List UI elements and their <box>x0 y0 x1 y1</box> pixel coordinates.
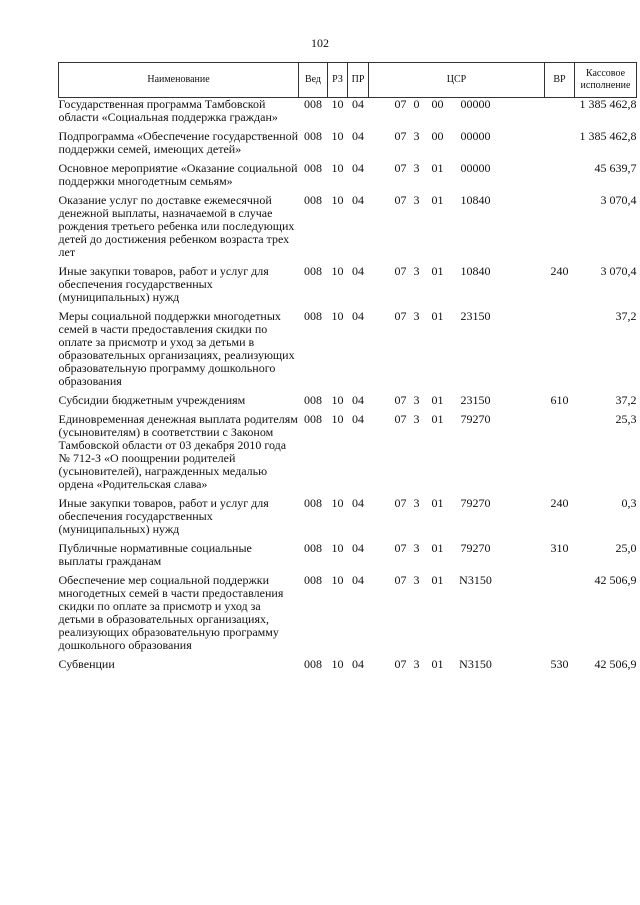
row-sum: 45 639,7 <box>594 161 637 175</box>
row-csr-program: 07 <box>394 541 407 555</box>
row-csr-direction: 79270 <box>460 541 491 555</box>
row-ved: 008 <box>304 193 322 207</box>
row-name: Субсидии бюджетным учреждениям <box>58 393 246 407</box>
row-sum: 42 506,9 <box>594 573 637 587</box>
table-body <box>59 98 637 672</box>
row-csr-subprogram: 3 <box>413 193 420 207</box>
row-name: Иные закупки товаров, работ и услуг для обеспечения государственных (муниципальных) нужд <box>58 496 269 536</box>
row-csr <box>369 574 545 652</box>
row-csr-subprogram: 3 <box>413 573 420 587</box>
row-rz: 10 <box>331 657 344 671</box>
header-ved: Вед <box>299 63 328 98</box>
header-sum: Кассовое исполнение <box>575 63 637 98</box>
row-csr-event: 01 <box>431 309 444 323</box>
row-vr <box>545 130 575 156</box>
row-rz: 10 <box>331 412 344 426</box>
table-row <box>59 130 637 156</box>
row-ved: 008 <box>304 393 322 407</box>
row-pr: 04 <box>352 657 364 671</box>
row-rz: 10 <box>331 193 344 207</box>
table-row <box>59 542 637 568</box>
row-csr-direction: 10840 <box>460 264 491 278</box>
row-vr: 530 <box>550 657 569 671</box>
row-csr-direction: N3150 <box>459 657 492 671</box>
header-name: Наименование <box>59 63 299 98</box>
header-csr: ЦСР <box>369 63 545 98</box>
row-ved: 008 <box>304 496 322 510</box>
row-csr-direction: 79270 <box>460 496 491 510</box>
row-sum: 0,3 <box>621 496 637 510</box>
row-csr-program: 07 <box>394 393 407 407</box>
row-sum: 1 385 462,8 <box>579 129 637 143</box>
table-row <box>59 574 637 652</box>
header-rz: РЗ <box>328 63 348 98</box>
row-sum: 37,2 <box>615 393 637 407</box>
row-csr-direction: 10840 <box>460 193 491 207</box>
row-pr: 04 <box>352 412 364 426</box>
row-csr-direction: 00000 <box>460 97 491 111</box>
page-number: 102 <box>311 36 329 50</box>
row-csr-event: 01 <box>431 573 444 587</box>
row-sum: 37,2 <box>615 309 637 323</box>
row-name: Субвенции <box>58 657 115 671</box>
row-csr-program: 07 <box>394 309 407 323</box>
table-header <box>59 63 637 98</box>
row-name: Оказание услуг по доставке ежемесячной денежной выплаты, назначаемой в случае рождения третьего ребенка или последующих детей до достижения ребенком возраста трех лет <box>58 193 295 259</box>
row-vr <box>545 162 575 188</box>
row-pr: 04 <box>352 264 364 278</box>
row-csr-direction: 23150 <box>460 309 491 323</box>
table-row <box>59 310 637 388</box>
table-row <box>59 194 637 259</box>
table-row <box>59 497 637 536</box>
row-csr <box>369 413 545 491</box>
row-rz: 10 <box>331 97 344 111</box>
row-vr <box>545 194 575 259</box>
row-csr-direction: 23150 <box>460 393 491 407</box>
row-pr: 04 <box>352 129 364 143</box>
row-ved: 008 <box>304 309 322 323</box>
row-csr-subprogram: 3 <box>413 657 420 671</box>
table-row <box>59 413 637 491</box>
table-row <box>59 98 637 125</box>
row-ved: 008 <box>304 657 322 671</box>
row-csr-program: 07 <box>394 496 407 510</box>
row-rz: 10 <box>331 541 344 555</box>
row-rz: 10 <box>331 309 344 323</box>
row-csr-event: 01 <box>431 264 444 278</box>
row-sum: 3 070,4 <box>600 193 637 207</box>
row-csr-subprogram: 3 <box>413 496 420 510</box>
row-csr <box>369 658 545 671</box>
row-csr-event: 01 <box>431 541 444 555</box>
table-row <box>59 394 637 407</box>
row-pr: 04 <box>352 573 364 587</box>
row-name: Меры социальной поддержки многодетных семей в части предоставления скидки по оплате за присмотр и уход за детьми в образовательных организациях, реализующих образовательную программу дошкольного образования <box>58 309 295 388</box>
row-csr-event: 01 <box>431 657 444 671</box>
row-csr-event: 00 <box>431 129 444 143</box>
row-pr: 04 <box>352 393 364 407</box>
row-name: Основное мероприятие «Оказание социальной поддержки многодетным семьям» <box>58 161 298 188</box>
row-rz: 10 <box>331 129 344 143</box>
row-sum: 3 070,4 <box>600 264 637 278</box>
row-name: Государственная программа Тамбовской области «Социальная поддержка граждан» <box>58 97 278 124</box>
row-csr-program: 07 <box>394 412 407 426</box>
row-name: Обеспечение мер социальной поддержки многодетных семей в части предоставления скидки по оплате за присмотр и уход за детьми в образовательных организациях, реализующих образовательную программу дошкольного образования <box>58 573 284 652</box>
row-csr-subprogram: 3 <box>413 264 420 278</box>
row-vr: 610 <box>550 393 569 407</box>
row-vr: 240 <box>550 496 569 510</box>
row-csr-event: 01 <box>431 496 444 510</box>
header-vr: ВР <box>545 63 575 98</box>
table-row <box>59 658 637 671</box>
row-csr-program: 07 <box>394 161 407 175</box>
row-csr-event: 01 <box>431 193 444 207</box>
row-vr <box>545 98 575 125</box>
row-pr: 04 <box>352 496 364 510</box>
row-csr <box>369 130 545 156</box>
budget-table <box>58 62 637 671</box>
row-csr-subprogram: 3 <box>413 161 420 175</box>
row-rz: 10 <box>331 264 344 278</box>
row-csr <box>369 310 545 388</box>
row-csr-event: 01 <box>431 161 444 175</box>
row-ved: 008 <box>304 541 322 555</box>
row-ved: 008 <box>304 129 322 143</box>
row-rz: 10 <box>331 161 344 175</box>
row-rz: 10 <box>331 573 344 587</box>
row-csr-subprogram: 0 <box>413 97 420 111</box>
row-csr-subprogram: 3 <box>413 393 420 407</box>
table-row <box>59 265 637 304</box>
row-pr: 04 <box>352 193 364 207</box>
row-sum: 42 506,9 <box>594 657 637 671</box>
row-vr <box>545 310 575 388</box>
row-name: Иные закупки товаров, работ и услуг для обеспечения государственных (муниципальных) нужд <box>58 264 269 304</box>
row-csr-program: 07 <box>394 129 407 143</box>
header-pr: ПР <box>348 63 369 98</box>
row-rz: 10 <box>331 393 344 407</box>
row-ved: 008 <box>304 573 322 587</box>
row-csr <box>369 394 545 407</box>
row-csr-program: 07 <box>394 657 407 671</box>
row-csr-program: 07 <box>394 97 407 111</box>
row-csr-event: 01 <box>431 393 444 407</box>
row-name: Единовременная денежная выплата родителям (усыновителям) в соответствии с Законом Тамбовской области от 03 декабря 2010 года № 712-З «О поощрении родителей (усыновителей), награжденных медалью ордена «Родительская слава» <box>58 412 298 491</box>
row-pr: 04 <box>352 309 364 323</box>
row-sum: 25,0 <box>615 541 637 555</box>
row-vr <box>545 413 575 491</box>
row-csr-direction: 00000 <box>460 161 491 175</box>
row-ved: 008 <box>304 412 322 426</box>
row-csr <box>369 162 545 188</box>
row-ved: 008 <box>304 97 322 111</box>
row-csr <box>369 98 545 125</box>
row-name: Публичные нормативные социальные выплаты гражданам <box>58 541 252 568</box>
row-sum: 1 385 462,8 <box>579 97 637 111</box>
row-csr-direction: 00000 <box>460 129 491 143</box>
row-csr <box>369 265 545 304</box>
row-vr: 310 <box>550 541 569 555</box>
row-sum: 25,3 <box>615 412 637 426</box>
row-csr <box>369 194 545 259</box>
row-vr <box>545 574 575 652</box>
row-csr-event: 00 <box>431 97 444 111</box>
row-csr-subprogram: 3 <box>413 309 420 323</box>
row-pr: 04 <box>352 541 364 555</box>
row-csr <box>369 542 545 568</box>
row-ved: 008 <box>304 264 322 278</box>
row-name: Подпрограмма «Обеспечение государственной поддержки семей, имеющих детей» <box>58 129 299 156</box>
row-vr: 240 <box>550 264 569 278</box>
row-csr-program: 07 <box>394 264 407 278</box>
row-rz: 10 <box>331 496 344 510</box>
row-csr-program: 07 <box>394 193 407 207</box>
row-csr-event: 01 <box>431 412 444 426</box>
row-pr: 04 <box>352 161 364 175</box>
row-csr-direction: N3150 <box>459 573 492 587</box>
row-pr: 04 <box>352 97 364 111</box>
row-ved: 008 <box>304 161 322 175</box>
row-csr-direction: 79270 <box>460 412 491 426</box>
row-csr-program: 07 <box>394 573 407 587</box>
row-csr-subprogram: 3 <box>413 412 420 426</box>
row-csr-subprogram: 3 <box>413 541 420 555</box>
row-csr-subprogram: 3 <box>413 129 420 143</box>
row-csr <box>369 497 545 536</box>
table-row <box>59 162 637 188</box>
